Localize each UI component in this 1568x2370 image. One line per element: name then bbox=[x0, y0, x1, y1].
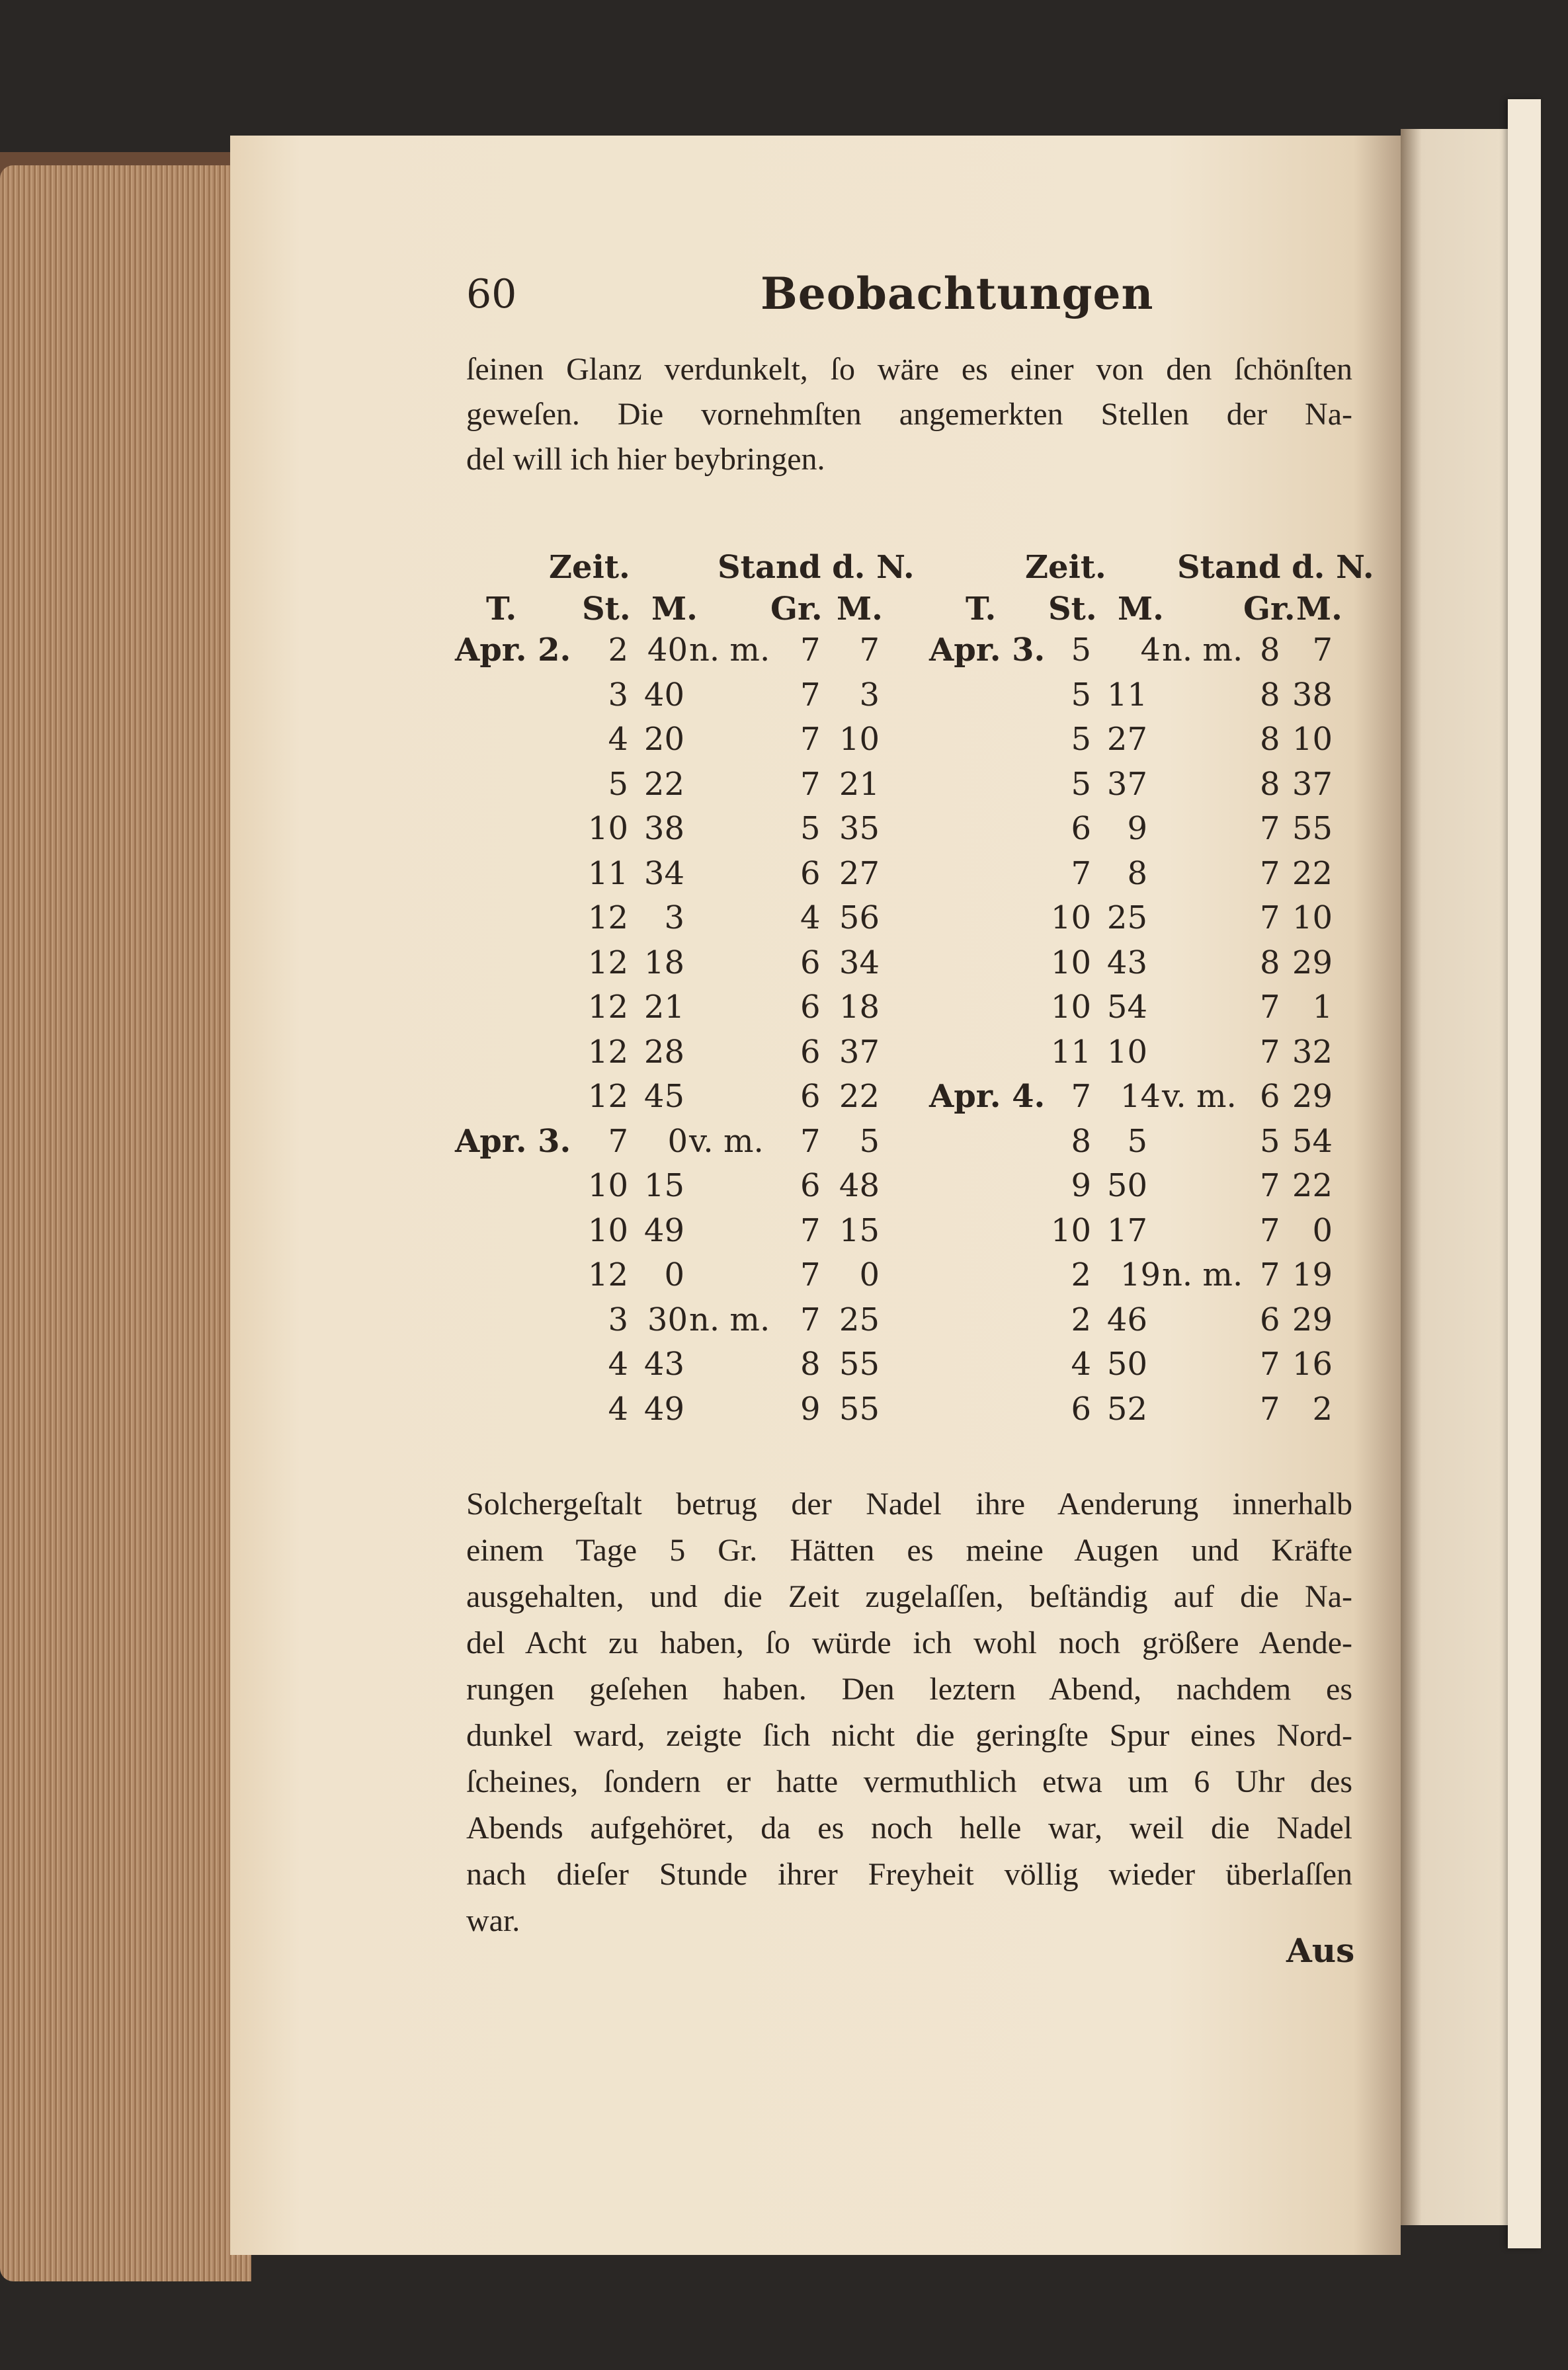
table-hour: 12 bbox=[587, 944, 628, 981]
table-degree: 7 bbox=[1260, 1256, 1280, 1293]
header-minute-left: M. bbox=[651, 591, 698, 628]
table-minute: 49 bbox=[643, 1390, 684, 1428]
table-degree-minute: 3 bbox=[859, 676, 880, 714]
table-minute: 3 bbox=[664, 899, 684, 936]
table-degree: 7 bbox=[800, 1256, 821, 1293]
table-minute: 11 bbox=[1106, 676, 1147, 714]
table-degree-minute: 1 bbox=[1312, 989, 1333, 1026]
table-hour: 8 bbox=[1071, 1122, 1091, 1160]
text-line: nach dieſer Stunde ihrer Freyheit völlig wieder überlaſſen bbox=[466, 1857, 1352, 1892]
table-hour: 12 bbox=[587, 899, 628, 936]
table-degree: 4 bbox=[800, 899, 821, 936]
table-degree: 8 bbox=[1260, 676, 1280, 714]
header-tag-right: T. bbox=[966, 591, 997, 628]
table-time-note: n. m. bbox=[1162, 632, 1243, 669]
table-degree: 9 bbox=[800, 1390, 821, 1428]
text-line: einem Tage 5 Gr. Hätten es meine Augen und Kräfte bbox=[466, 1533, 1352, 1568]
table-hour: 4 bbox=[1071, 1346, 1091, 1383]
table-degree: 6 bbox=[1260, 1301, 1280, 1338]
table-hour: 3 bbox=[608, 676, 628, 714]
header-stand-left: Stand d. N. bbox=[718, 549, 915, 586]
table-minute: 46 bbox=[1106, 1301, 1147, 1338]
table-degree: 8 bbox=[1260, 765, 1280, 803]
table-degree-minute: 21 bbox=[839, 765, 880, 803]
table-time-note: n. m. bbox=[689, 632, 770, 669]
table-degree: 8 bbox=[1260, 721, 1280, 758]
table-degree: 7 bbox=[1260, 1346, 1280, 1383]
text-line: ſcheines, ſondern er hatte vermuthlich etwa um 6 Uhr des bbox=[466, 1764, 1352, 1799]
table-minute: 0 bbox=[667, 1122, 688, 1160]
table-hour: 5 bbox=[1071, 632, 1091, 669]
table-minute: 50 bbox=[1106, 1346, 1147, 1383]
table-degree: 7 bbox=[1260, 1167, 1280, 1204]
table-minute: 0 bbox=[664, 1256, 684, 1293]
table-hour: 5 bbox=[608, 765, 628, 803]
text-line: war. bbox=[466, 1903, 520, 1938]
table-degree-minute: 7 bbox=[1312, 632, 1333, 669]
table-hour: 2 bbox=[1071, 1256, 1091, 1293]
table-degree-minute: 0 bbox=[1312, 1211, 1333, 1249]
table-hour: 4 bbox=[608, 1390, 628, 1428]
table-degree: 8 bbox=[1260, 944, 1280, 981]
table-degree-minute: 34 bbox=[839, 944, 880, 981]
table-hour: 6 bbox=[1071, 1390, 1091, 1428]
table-degree-minute: 35 bbox=[839, 810, 880, 847]
table-minute: 22 bbox=[643, 765, 684, 803]
header-stunde-right: St. bbox=[1048, 591, 1097, 628]
facing-page-edge bbox=[1508, 99, 1541, 2248]
text-line: ſeinen Glanz verdunkelt, ſo wäre es einer von den ſchönſten bbox=[466, 352, 1352, 387]
table-time-note: n. m. bbox=[689, 1301, 770, 1338]
table-minute: 5 bbox=[1127, 1122, 1147, 1160]
table-degree: 7 bbox=[800, 765, 821, 803]
header-minute2-right: M. bbox=[1296, 591, 1342, 628]
table-hour: 10 bbox=[587, 1211, 628, 1249]
book-fore-edge bbox=[0, 165, 251, 2281]
header-grad-left: Gr. bbox=[770, 591, 823, 628]
table-minute: 40 bbox=[643, 676, 684, 714]
catchword: Aus bbox=[1286, 1931, 1355, 1970]
text-line: del will ich hier beybringen. bbox=[466, 442, 825, 477]
table-time-note: v. m. bbox=[1162, 1078, 1237, 1115]
table-degree-minute: 29 bbox=[1292, 1301, 1333, 1338]
table-degree-minute: 22 bbox=[1292, 1167, 1333, 1204]
table-hour: 11 bbox=[1050, 1033, 1091, 1071]
table-minute: 4 bbox=[1140, 632, 1161, 669]
table-minute: 14 bbox=[1120, 1078, 1161, 1115]
table-degree: 8 bbox=[800, 1346, 821, 1383]
table-minute: 25 bbox=[1106, 899, 1147, 936]
table-hour: 2 bbox=[608, 632, 628, 669]
table-day-label: Apr. 4. bbox=[929, 1078, 1046, 1115]
text-line: del Acht zu haben, ſo würde ich wohl noch größere Aende- bbox=[466, 1625, 1352, 1660]
table-minute: 15 bbox=[643, 1167, 684, 1204]
table-hour: 2 bbox=[1071, 1301, 1091, 1338]
table-minute: 10 bbox=[1106, 1033, 1147, 1071]
text-line: dunkel ward, zeigte ſich nicht die geringſte Spur eines Nord- bbox=[466, 1718, 1352, 1753]
table-hour: 5 bbox=[1071, 765, 1091, 803]
table-degree-minute: 15 bbox=[839, 1211, 880, 1249]
table-hour: 7 bbox=[608, 1122, 628, 1160]
table-minute: 38 bbox=[643, 810, 684, 847]
table-minute: 28 bbox=[643, 1033, 684, 1071]
table-degree: 7 bbox=[800, 632, 821, 669]
table-hour: 7 bbox=[1071, 854, 1091, 892]
table-minute: 34 bbox=[643, 854, 684, 892]
table-hour: 12 bbox=[587, 1078, 628, 1115]
table-degree: 5 bbox=[800, 810, 821, 847]
closing-paragraph bbox=[466, 1481, 1352, 1944]
table-minute: 50 bbox=[1106, 1167, 1147, 1204]
table-minute: 43 bbox=[643, 1346, 684, 1383]
table-degree-minute: 10 bbox=[1292, 721, 1333, 758]
table-degree-minute: 29 bbox=[1292, 944, 1333, 981]
table-minute: 54 bbox=[1106, 989, 1147, 1026]
table-minute: 30 bbox=[647, 1301, 688, 1338]
table-degree: 7 bbox=[800, 676, 821, 714]
table-degree-minute: 22 bbox=[1292, 854, 1333, 892]
table-minute: 17 bbox=[1106, 1211, 1147, 1249]
table-degree: 6 bbox=[800, 854, 821, 892]
table-degree-minute: 29 bbox=[1292, 1078, 1333, 1115]
table-degree: 6 bbox=[800, 1033, 821, 1071]
table-degree-minute: 19 bbox=[1292, 1256, 1333, 1293]
table-degree-minute: 48 bbox=[839, 1167, 880, 1204]
table-day-label: Apr. 3. bbox=[455, 1122, 571, 1160]
table-degree-minute: 5 bbox=[859, 1122, 880, 1160]
table-hour: 10 bbox=[587, 1167, 628, 1204]
table-degree: 6 bbox=[1260, 1078, 1280, 1115]
table-degree: 8 bbox=[1260, 632, 1280, 669]
table-degree: 7 bbox=[1260, 810, 1280, 847]
table-degree: 7 bbox=[1260, 989, 1280, 1026]
table-degree-minute: 32 bbox=[1292, 1033, 1333, 1071]
intro-paragraph bbox=[466, 347, 1352, 482]
table-hour: 10 bbox=[587, 810, 628, 847]
table-degree: 7 bbox=[1260, 854, 1280, 892]
table-hour: 10 bbox=[1050, 1211, 1091, 1249]
table-degree: 7 bbox=[800, 1211, 821, 1249]
table-degree: 7 bbox=[800, 1122, 821, 1160]
page-number: 60 bbox=[466, 271, 517, 317]
table-hour: 12 bbox=[587, 989, 628, 1026]
table-degree-minute: 56 bbox=[839, 899, 880, 936]
table-degree-minute: 2 bbox=[1312, 1390, 1333, 1428]
table-degree-minute: 27 bbox=[839, 854, 880, 892]
table-hour: 7 bbox=[1071, 1078, 1091, 1115]
table-hour: 10 bbox=[1050, 989, 1091, 1026]
header-zeit-left: Zeit. bbox=[549, 549, 630, 586]
table-time-note: n. m. bbox=[1162, 1256, 1243, 1293]
text-line: Abends aufgehöret, da es noch helle war, weil die Nadel bbox=[466, 1811, 1352, 1846]
table-degree: 7 bbox=[1260, 1390, 1280, 1428]
table-degree-minute: 55 bbox=[839, 1346, 880, 1383]
header-stunde-left: St. bbox=[582, 591, 631, 628]
text-line: Solchergeſtalt betrug der Nadel ihre Aenderung innerhalb bbox=[466, 1487, 1352, 1522]
header-zeit-right: Zeit. bbox=[1025, 549, 1106, 586]
header-minute-right: M. bbox=[1118, 591, 1164, 628]
table-hour: 4 bbox=[608, 1346, 628, 1383]
table-degree-minute: 10 bbox=[1292, 899, 1333, 936]
table-degree: 5 bbox=[1260, 1122, 1280, 1160]
table-time-note: v. m. bbox=[689, 1122, 764, 1160]
table-hour: 5 bbox=[1071, 721, 1091, 758]
table-degree-minute: 10 bbox=[839, 721, 880, 758]
table-degree: 6 bbox=[800, 1167, 821, 1204]
header-tag-left: T. bbox=[486, 591, 517, 628]
table-degree-minute: 0 bbox=[859, 1256, 880, 1293]
table-minute: 52 bbox=[1106, 1390, 1147, 1428]
text-line: rungen geſehen haben. Den leztern Abend, nachdem es bbox=[466, 1672, 1352, 1707]
header-grad-right: Gr. bbox=[1243, 591, 1296, 628]
table-degree-minute: 22 bbox=[839, 1078, 880, 1115]
table-degree: 7 bbox=[1260, 1211, 1280, 1249]
table-hour: 5 bbox=[1071, 676, 1091, 714]
table-minute: 8 bbox=[1127, 854, 1147, 892]
table-day-label: Apr. 3. bbox=[929, 632, 1046, 669]
table-hour: 6 bbox=[1071, 810, 1091, 847]
table-minute: 45 bbox=[643, 1078, 684, 1115]
table-hour: 11 bbox=[587, 854, 628, 892]
table-minute: 43 bbox=[1106, 944, 1147, 981]
table-degree-minute: 7 bbox=[859, 632, 880, 669]
table-hour: 10 bbox=[1050, 944, 1091, 981]
table-minute: 40 bbox=[647, 632, 688, 669]
header-minute2-left: M. bbox=[837, 591, 883, 628]
table-degree-minute: 54 bbox=[1292, 1122, 1333, 1160]
table-minute: 18 bbox=[643, 944, 684, 981]
table-degree: 7 bbox=[800, 721, 821, 758]
table-minute: 21 bbox=[643, 989, 684, 1026]
table-degree-minute: 55 bbox=[1292, 810, 1333, 847]
table-day-label: Apr. 2. bbox=[455, 632, 571, 669]
table-degree: 7 bbox=[800, 1301, 821, 1338]
table-hour: 4 bbox=[608, 721, 628, 758]
table-degree: 6 bbox=[800, 1078, 821, 1115]
table-minute: 9 bbox=[1127, 810, 1147, 847]
running-head: Beobachtungen bbox=[761, 268, 1154, 319]
table-degree-minute: 38 bbox=[1292, 676, 1333, 714]
table-hour: 12 bbox=[587, 1033, 628, 1071]
table-degree: 6 bbox=[800, 989, 821, 1026]
table-degree-minute: 25 bbox=[839, 1301, 880, 1338]
table-degree-minute: 16 bbox=[1292, 1346, 1333, 1383]
table-degree: 7 bbox=[1260, 899, 1280, 936]
header-stand-right: Stand d. N. bbox=[1177, 549, 1374, 586]
table-degree-minute: 37 bbox=[1292, 765, 1333, 803]
table-minute: 49 bbox=[643, 1211, 684, 1249]
table-degree: 7 bbox=[1260, 1033, 1280, 1071]
table-degree-minute: 18 bbox=[839, 989, 880, 1026]
table-degree: 6 bbox=[800, 944, 821, 981]
table-hour: 3 bbox=[608, 1301, 628, 1338]
table-degree-minute: 37 bbox=[839, 1033, 880, 1071]
table-hour: 9 bbox=[1071, 1167, 1091, 1204]
text-line: ausgehalten, und die Zeit zugelaſſen, beſtändig auf die Na- bbox=[466, 1579, 1352, 1614]
table-hour: 10 bbox=[1050, 899, 1091, 936]
table-minute: 27 bbox=[1106, 721, 1147, 758]
text-line: geweſen. Die vornehmſten angemerkten Stellen der Na- bbox=[466, 397, 1352, 432]
table-hour: 12 bbox=[587, 1256, 628, 1293]
table-minute: 20 bbox=[643, 721, 684, 758]
table-minute: 19 bbox=[1120, 1256, 1161, 1293]
table-degree-minute: 55 bbox=[839, 1390, 880, 1428]
table-minute: 37 bbox=[1106, 765, 1147, 803]
